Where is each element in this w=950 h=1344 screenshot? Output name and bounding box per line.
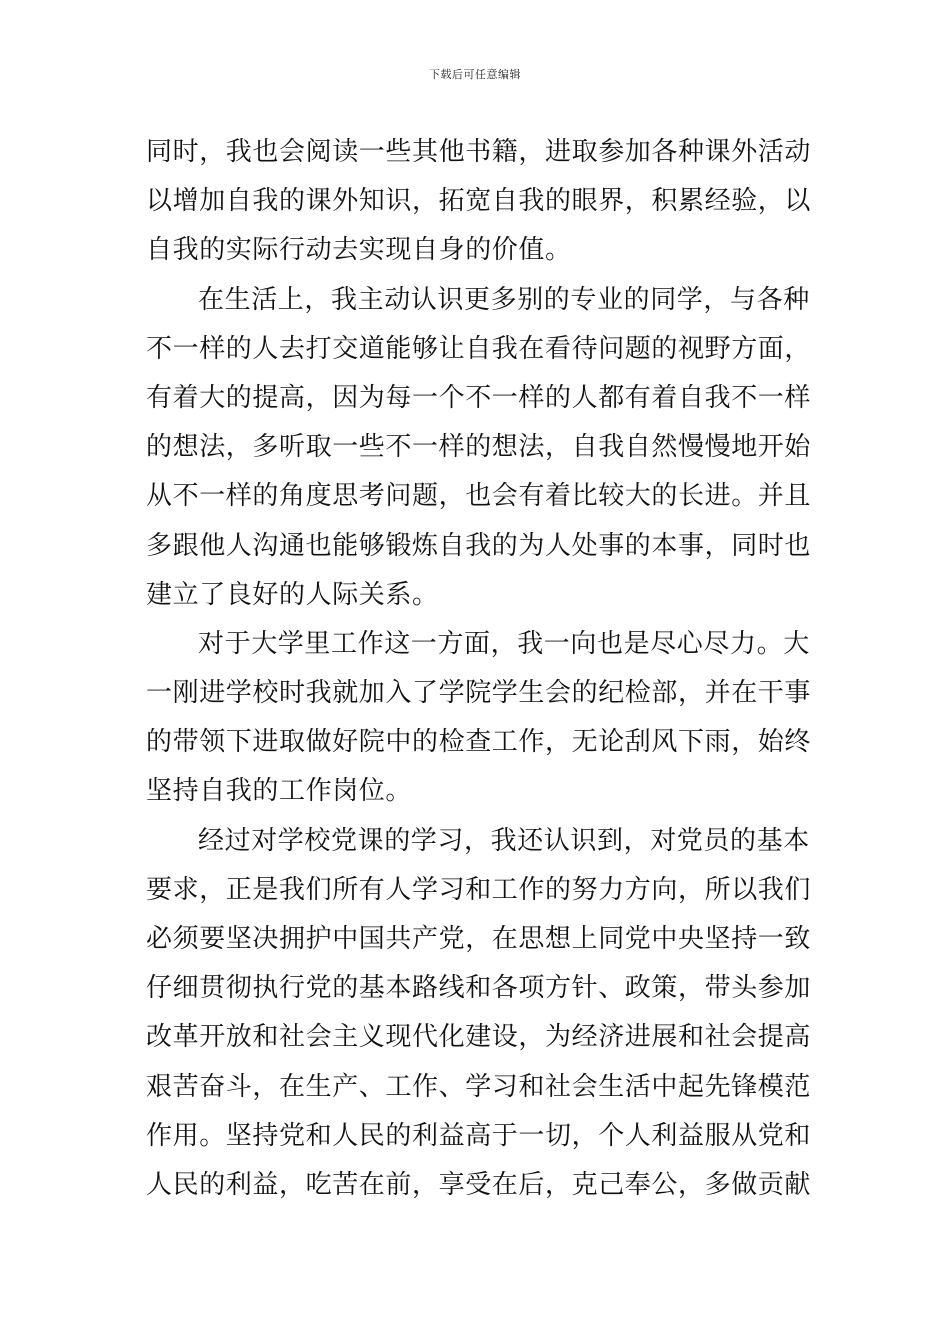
paragraph-first-line: 在生活上，我主动认识更多别的专业的同学，与各种 [198, 284, 810, 315]
text-line: 以增加自我的课外知识，拓宽自我的眼界，积累经验，以 [146, 186, 812, 217]
text-line: 一刚进学校时我就加入了学院学生会的纪检部，并在干事 [146, 678, 812, 709]
text-line: 从不一样的角度思考问题，也会有着比较大的长进。并且 [146, 481, 812, 512]
text-line: 同时，我也会阅读一些其他书籍，进取参加各种课外活动 [146, 137, 812, 167]
text-line: 的想法，多听取一些不一样的想法，自我自然慢慢地开始 [146, 432, 812, 463]
text-line: 坚持自我的工作岗位。 [146, 776, 413, 807]
text-line: 有着大的提高，因为每一个不一样的人都有着自我不一样 [146, 382, 812, 413]
body-text [146, 128, 812, 1210]
page-header: 下载后可任意编辑 [429, 68, 521, 81]
text-line: 人民的利益，吃苦在前，享受在后，克己奉公，多做贡献 [146, 1169, 812, 1200]
text-line: 改革开放和社会主义现代化建设，为经济进展和社会提高 [146, 1022, 812, 1053]
text-line: 要求，正是我们所有人学习和工作的努力方向，所以我们 [146, 874, 812, 905]
text-line: 自我的实际行动去实现自身的价值。 [146, 235, 572, 266]
text-line: 不一样的人去打交道能够让自我在看待问题的视野方面， [146, 333, 812, 364]
paragraph-first-line: 经过对学校党课的学习，我还认识到，对党员的基本 [198, 825, 810, 856]
text-line: 建立了良好的人际关系。 [146, 579, 439, 610]
paragraph-first-line: 对于大学里工作这一方面，我一向也是尽心尽力。大 [198, 628, 810, 659]
text-line: 艰苦奋斗，在生产、工作、学习和社会生活中起先锋模范 [146, 1071, 812, 1102]
text-line: 必须要坚决拥护中国共产党，在思想上同党中央坚持一致 [146, 924, 812, 954]
text-line: 仔细贯彻执行党的基本路线和各项方针、政策，带头参加 [146, 973, 812, 1004]
text-line: 多跟他人沟通也能够锻炼自我的为人处事的本事，同时也 [146, 530, 812, 561]
text-line: 作用。坚持党和人民的利益高于一切，个人利益服从党和 [146, 1120, 812, 1151]
text-line: 的带领下进取做好院中的检查工作，无论刮风下雨，始终 [146, 727, 812, 758]
